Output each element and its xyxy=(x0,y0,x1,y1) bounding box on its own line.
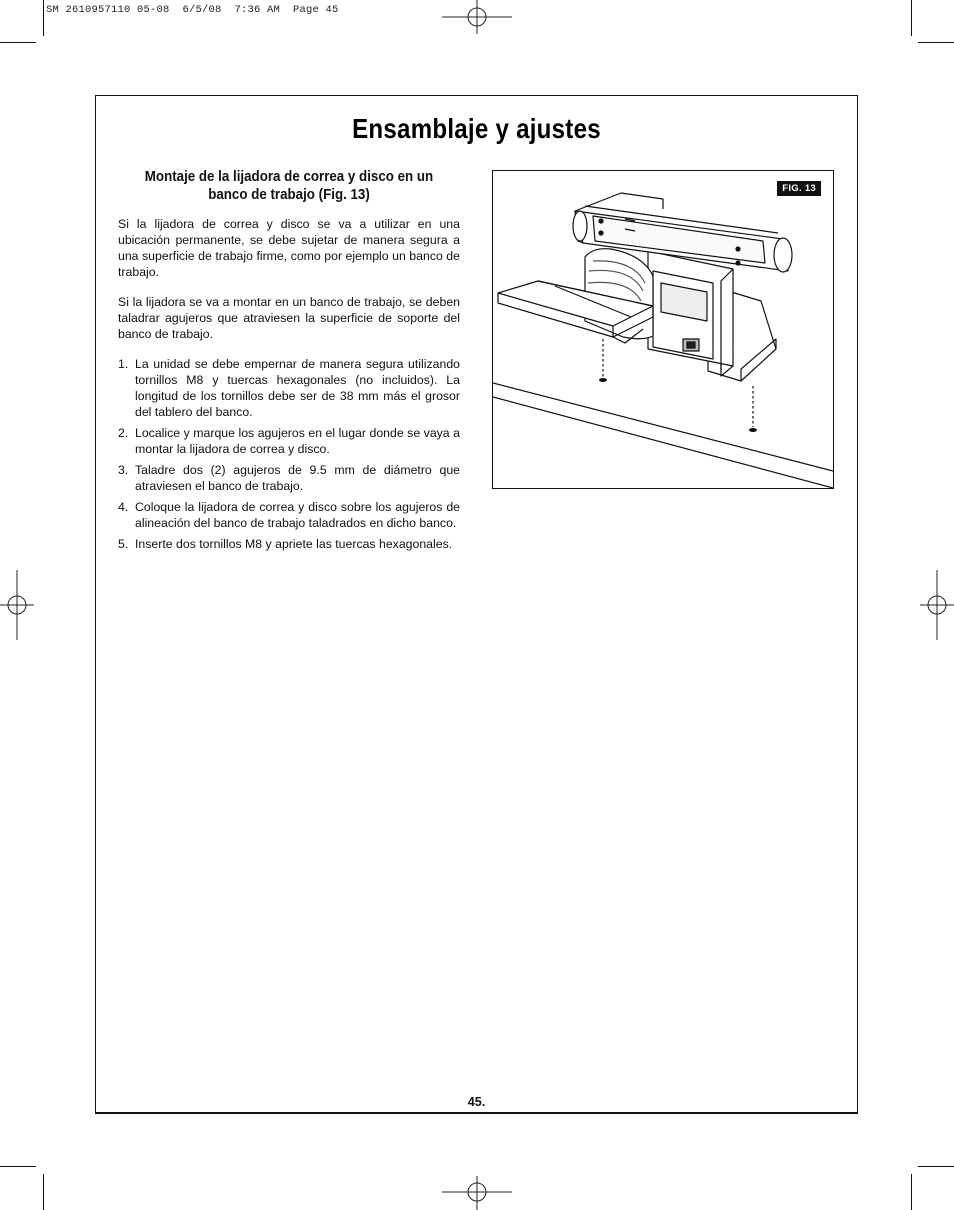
step-text: Coloque la lijadora de correa y disco sobre los agujeros de alineación del banco de trabajo taladrados en dicho banco. xyxy=(135,500,460,530)
crop-mark xyxy=(918,42,954,43)
belt-disc-sander-illustration xyxy=(493,171,833,488)
figure-label: FIG. 13 xyxy=(777,181,821,196)
section-heading-line: banco de trabajo (Fig. 13) xyxy=(208,187,370,203)
paragraph: Si la lijadora se va a montar en un banco de trabajo, se deben taladrar agujeros que atraviesen la superficie de soporte del banco de trabajo. xyxy=(118,295,460,341)
list-item xyxy=(118,425,460,457)
step-text: Inserte dos tornillos M8 y apriete las tuercas hexagonales. xyxy=(135,537,453,551)
registration-mark-icon xyxy=(918,570,954,640)
step-text: Taladre dos (2) agujeros de 9.5 mm de diámetro que atraviesen el banco de trabajo. xyxy=(135,463,460,493)
step-number: 3. xyxy=(118,463,129,477)
crop-mark xyxy=(918,1166,954,1167)
step-text: La unidad se debe empernar de manera segura utilizando tornillos M8 y tuercas hexagonales (no incluidos). La longitud de los tornillos debe ser de 38 mm más el grosor del tablero del banco. xyxy=(135,357,460,419)
crop-mark xyxy=(43,1174,44,1210)
list-item xyxy=(118,356,460,420)
crop-mark xyxy=(911,0,912,36)
figure-box xyxy=(492,170,834,489)
paragraph: Si la lijadora de correa y disco se va a utilizar en una ubicación permanente, se debe sujetar de manera segura a una superficie de trabajo firme, como por ejemplo un banco de trabajo. xyxy=(118,217,460,279)
step-number: 1. xyxy=(118,357,129,371)
print-slug: SM 2610957110 05-08 6/5/08 7:36 AM Page 45 xyxy=(46,4,339,16)
section-heading-line: Montaje de la lijadora de correa y disco en un xyxy=(144,169,434,185)
section-heading xyxy=(132,168,447,204)
page-title: Ensamblaje y ajustes xyxy=(352,113,601,144)
step-number: 4. xyxy=(118,500,129,514)
step-text: Localice y marque los agujeros en el lugar donde se vaya a montar la lijadora de correa y disco. xyxy=(135,426,460,456)
text-column xyxy=(118,168,460,557)
list-item xyxy=(118,499,460,531)
crop-mark xyxy=(911,1174,912,1210)
crop-mark xyxy=(0,42,36,43)
registration-mark-icon xyxy=(442,1174,512,1210)
registration-mark-icon xyxy=(0,570,36,640)
step-number: 2. xyxy=(118,426,129,440)
steps-list xyxy=(118,356,460,552)
list-item xyxy=(118,462,460,494)
step-number: 5. xyxy=(118,537,129,551)
crop-mark xyxy=(0,1166,36,1167)
page-number: 45. xyxy=(467,1095,486,1109)
registration-mark-icon xyxy=(442,0,512,36)
list-item xyxy=(118,536,460,552)
crop-mark xyxy=(43,0,44,36)
